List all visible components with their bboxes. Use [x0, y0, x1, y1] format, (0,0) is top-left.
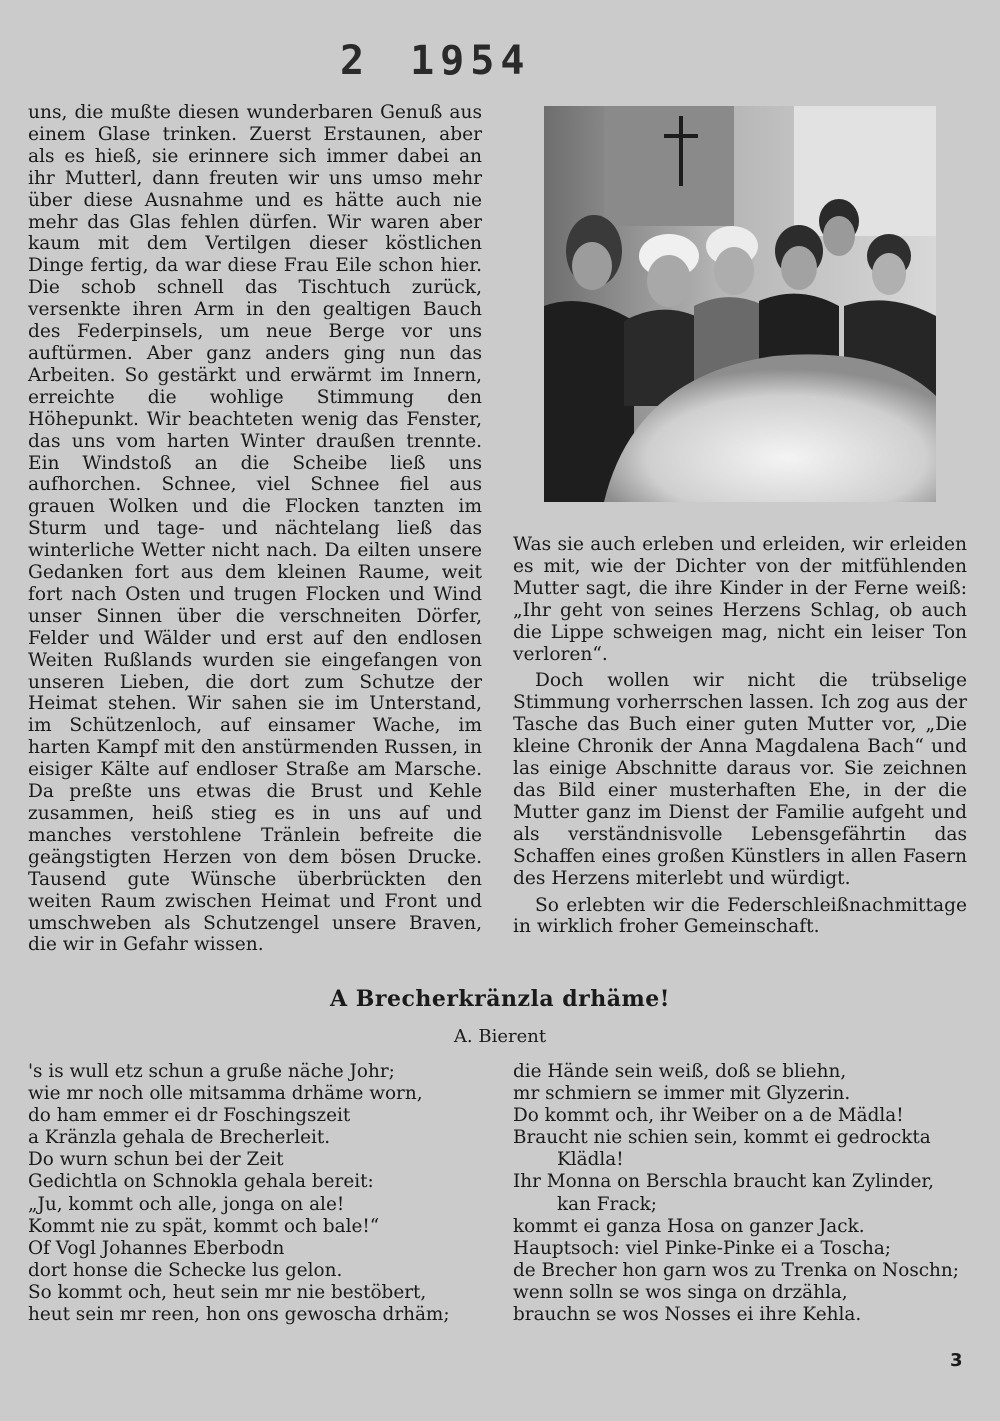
- poem-line: wenn solln se wos singa on drzähla,: [513, 1281, 848, 1303]
- poem-line: mr schmiern se immer mit Glyzerin.: [513, 1083, 851, 1105]
- article-paragraph: Doch wollen wir nicht die trübselige Stimmung vorherrschen lassen. Ich zog aus der Tasche das Buch einer guten Mutter vor, „Die kleine Chronik der Anna Magdalena Bach“ und las einige Abschnitte daraus vor. Sie zeichnen das Bild einer musterhaften Ehe, in der die Mutter ganz im Dienst der Familie aufgeht und als verständnisvolle Lebensgefährtin das Schaffen eines großen Künstlers in allen Fasern des Herzens miterlebt und würdigt.: [513, 670, 967, 889]
- poem-line: die Hände sein weiß, doß se bliehn,: [513, 1061, 847, 1082]
- issue-stamp: [340, 38, 530, 84]
- poem-line: So kommt och, heut sein mr nie bestöbert,: [28, 1281, 427, 1303]
- page-number: 3: [950, 1350, 963, 1371]
- poem-line: de Brecher hon garn wos zu Trenka on Noschn;: [513, 1259, 959, 1281]
- poem-line: brauchn se wos Nosses ei ihre Kehla.: [513, 1304, 862, 1326]
- poem-line: 's is wull etz schun a gruße näche Johr;: [28, 1061, 395, 1082]
- poem-line-continuation: kan Frack;: [557, 1193, 657, 1215]
- article-right-column: [513, 534, 967, 938]
- poem-author: A. Bierent: [453, 1026, 547, 1047]
- poem-line: Ihr Monna on Berschla braucht kan Zylinder,: [513, 1171, 934, 1193]
- poem-line: dort honse die Schecke lus gelon.: [28, 1259, 343, 1281]
- poem-line: Hauptsoch: viel Pinke-Pinke ei a Toscha;: [513, 1237, 891, 1259]
- poem-right-column: [513, 1061, 983, 1326]
- poem-line: Kommt nie zu spät, kommt och bale!“: [28, 1215, 380, 1237]
- article-paragraph: uns, die mußte diesen wunderbaren Genuß aus einem Glase trinken. Zuerst Erstaunen, aber als es hieß, sie erinnere sich immer dabei an ihr Mutterl, dann freuten wir uns umso mehr über diese Ausnahme und es hätte auch nie mehr das Glas fehlen dürfen. Wir waren aber kaum mit dem Vertilgen dieser köstlichen Dinge fertig, da war diese Frau Eile schon hier. Die schob schnell das Tischtuch zurück, versenkte ihren Arm in den gealtigen Bauch des Federpinsels, um neue Berge vor uns auftürmen. Aber ganz anders ging nun das Arbeiten. So gestärkt und erwärmt im Innern, erreichte die wohlige Stimmung den Höhepunkt. Wir beachteten wenig das Fenster, das uns vom harten Winter draußen trennte. Ein Windstoß an die Scheibe ließ uns aufhorchen. Schnee, viel Schnee fiel aus grauen Wolken und die Flocken tanzten im Sturm und tage- und nächtelang ließ das winterliche Wetter nicht nach. Da eilten unsere Gedanken fort aus dem kleinen Raume, weit fort nach Osten und trugen Flocken und Wind unser Sinnen über die verschneiten Dörfer, Felder und Wälder und erst auf den endlosen Weiten Rußlands wurden sie eingefangen von unseren Lieben, die dort zum Schutze der Heimat stehen. Wir sahen sie im Unterstand, im Schützenloch, auf einsamer Wache, im harten Kampf mit den anstürmenden Russen, in eisiger Kälte auf endloser Straße am Marsche. Da preßte uns etwas die Brust und Kehle zusammen, heiß stieg es in uns auf und manches verstohlene Tränlein befreite die geängstigten Herzen von dem bösen Drucke. Tausend gute Wünsche überbrückten den weiten Raum zwischen Heimat und Front und umschweben als Schutzengel unsere Braven, die wir in Gefahr wissen.: [28, 102, 482, 956]
- poem-line: „Ju, kommt och alle, jonga on ale!: [28, 1193, 345, 1215]
- photo-illustration: [544, 106, 936, 502]
- poem-line: Braucht nie schien sein, kommt ei gedrockta: [513, 1127, 931, 1149]
- poem-line: Gedichtla on Schnokla gehala bereit:: [28, 1171, 374, 1193]
- article-paragraph: Was sie auch erleben und erleiden, wir erleiden es mit, wie der Dichter von der mitfühlenden Mutter sagt, die ihre Kinder in der Ferne weiß: „Ihr geht von seines Herzens Schlag, ob auch die Lippe schweigen mag, nicht ein leiser Ton verloren“.: [513, 534, 967, 665]
- poem-line: kommt ei ganza Hosa on ganzer Jack.: [513, 1215, 865, 1237]
- poem-line: heut sein mr reen, hon ons gewoscha drhäm;: [28, 1304, 450, 1326]
- poem-left-column: [28, 1061, 498, 1326]
- poem-line: do ham emmer ei dr Foschingszeit: [28, 1105, 351, 1127]
- women-plucking-feathers-photo: [544, 106, 936, 502]
- issue-year: 1954: [410, 38, 531, 84]
- poem-line: Do kommt och, ihr Weiber on a de Mädla!: [513, 1105, 904, 1127]
- poem-line-continuation: Klädla!: [557, 1149, 624, 1171]
- article-paragraph: So erlebten wir die Federschleißnachmittage in wirklich froher Gemeinschaft.: [513, 894, 967, 938]
- poem-line: Do wurn schun bei der Zeit: [28, 1149, 284, 1171]
- poem-line: wie mr noch olle mitsamma drhäme worn,: [28, 1083, 423, 1105]
- article-left-column: [28, 102, 482, 956]
- poem-line: a Kränzla gehala de Brecherleit.: [28, 1127, 331, 1149]
- issue-number: 2: [340, 38, 371, 84]
- poem-line: Of Vogl Johannes Eberbodn: [28, 1237, 285, 1259]
- poem-title: A Brecherkränzla drhäme!: [330, 986, 670, 1012]
